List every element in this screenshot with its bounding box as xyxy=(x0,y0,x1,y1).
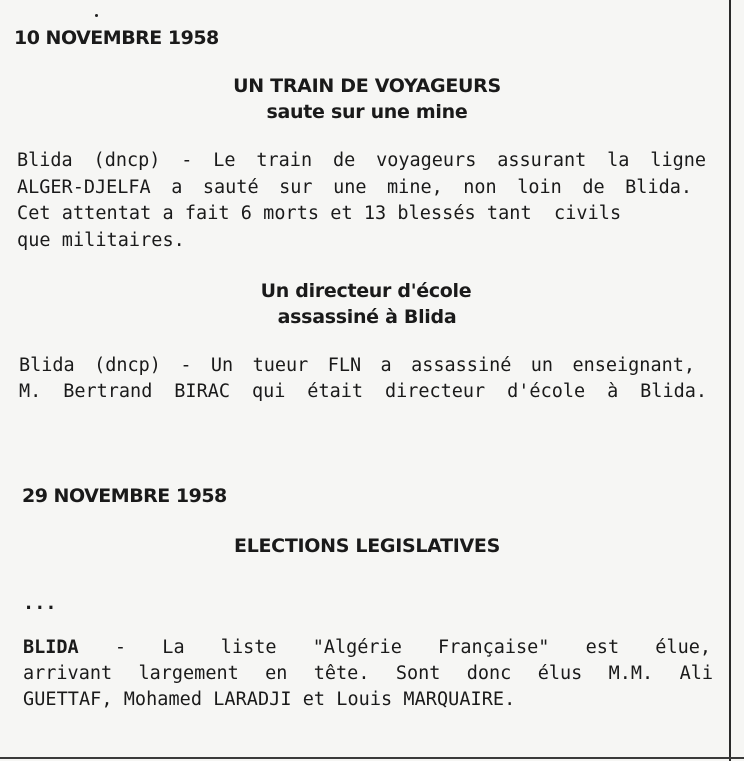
article-line: GUETTAF, Mohamed LARADJI et Louis MARQUAIRE. xyxy=(23,689,516,710)
article-title-elections: ELECTIONS LEGISLATIVES xyxy=(234,535,500,557)
article-subtitle-train: saute sur une mine xyxy=(266,101,468,123)
dateline-blida: BLIDA xyxy=(23,637,79,658)
article-line: que militaires. xyxy=(17,230,185,251)
article-line: Cet attentat a fait 6 morts et 13 blessés tant civils xyxy=(17,203,622,224)
ellipsis: ... xyxy=(23,593,57,614)
article-line: arrivant largement en tête. Sont donc élus M.M. Ali xyxy=(23,663,713,684)
article-line: Blida (dncp) - Un tueur FLN a assassiné un enseignant, xyxy=(19,355,695,376)
article-title-director: Un directeur d'école xyxy=(260,280,472,302)
page-border-bottom xyxy=(0,757,744,759)
date-heading-1: 10 NOVEMBRE 1958 xyxy=(14,27,219,49)
page-border-right xyxy=(729,0,731,761)
article-line xyxy=(23,637,711,658)
date-heading-2: 29 NOVEMBRE 1958 xyxy=(22,485,227,507)
article-line: Blida (dncp) - Le train de voyageurs assurant la ligne xyxy=(17,150,706,171)
article-subtitle-director: assassiné à Blida xyxy=(277,306,457,328)
article-line: ALGER-DJELFA a sauté sur une mine, non loin de Blida. xyxy=(17,177,692,198)
article-line: M. Bertrand BIRAC qui était directeur d'école à Blida. xyxy=(19,381,707,402)
article-line-rest: - La liste "Algérie Française" est élue, xyxy=(78,637,711,658)
ink-dot xyxy=(95,14,98,17)
article-title-train: UN TRAIN DE VOYAGEURS xyxy=(233,75,501,97)
